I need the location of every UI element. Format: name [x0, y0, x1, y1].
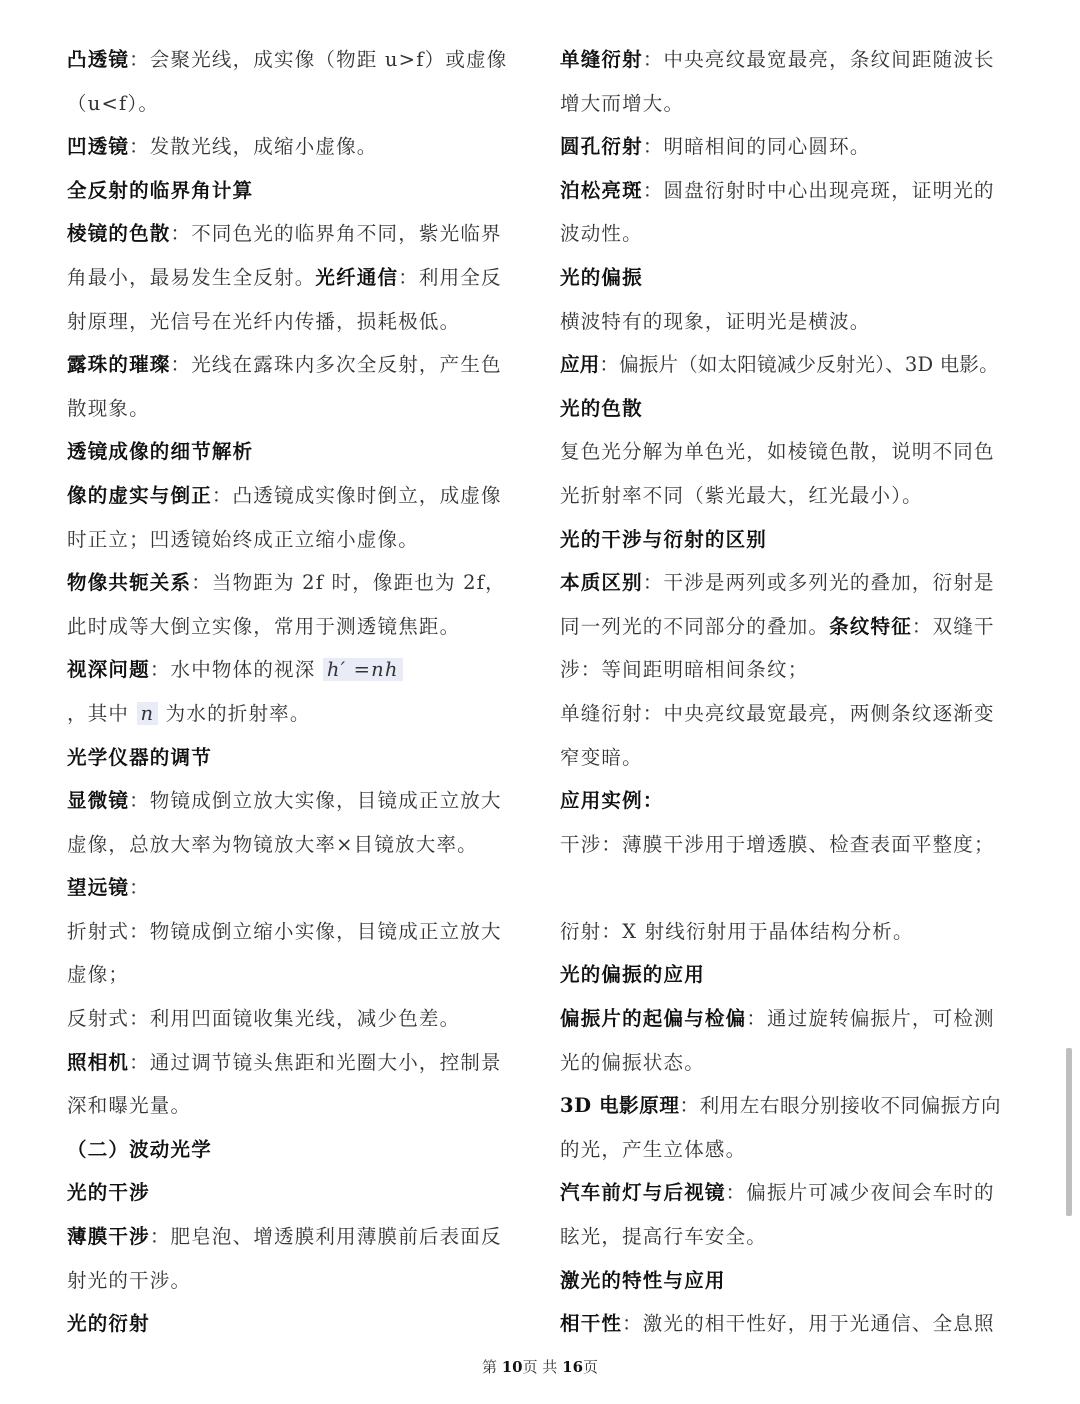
single-slit-line-2: 增大而增大。: [560, 91, 685, 115]
dew-line: 露珠的璀璨：光线在露珠内多次全反射，产生色: [67, 353, 502, 377]
dispersion-line-2: 光折射率不同（紫光最大，红光最小）。: [560, 483, 923, 507]
polarizer-line: 偏振片的起偏与检偏：通过旋转偏振片，可检测: [560, 1007, 995, 1031]
refractive-index-var: n: [137, 702, 159, 725]
fiber-line-2: 射原理，光信号在光纤内传播，损耗极低。: [67, 309, 461, 333]
current-page: 10: [501, 1358, 523, 1376]
car-line: 汽车前灯与后视镜：偏振片可减少夜间会车时的: [560, 1181, 995, 1205]
interference-example-line: 干涉：薄膜干涉用于增透膜、检查表面平整度；: [560, 832, 995, 856]
coherence-line: 相干性：激光的相干性好，用于光通信、全息照: [560, 1312, 995, 1336]
single-slit2-line-2: 窄变暗。: [560, 745, 643, 769]
laser-heading: 激光的特性与应用: [560, 1268, 726, 1292]
polarizer-line-2: 光的偏振状态。: [560, 1050, 705, 1074]
movie3d-line: 3D 电影原理：利用左右眼分别接收不同偏振方向: [560, 1094, 1002, 1118]
microscope-line-2: 虚像，总放大率为物镜放大率×目镜放大率。: [67, 832, 478, 856]
polarization-heading: 光的偏振: [560, 265, 643, 289]
thin-film-line: 薄膜干涉：肥皂泡、增透膜利用薄膜前后表面反: [67, 1225, 502, 1249]
left-column: [67, 38, 527, 1346]
apparent-depth-line-2: ，其中 n 为水的折射率。: [67, 701, 311, 725]
dew-line-2: 散现象。: [67, 396, 150, 420]
essence-fringe-line: 同一列光的不同部分的叠加。条纹特征：双缝干: [560, 614, 995, 638]
interference-vs-heading: 光的干涉与衍射的区别: [560, 527, 768, 551]
conjugate-line: 物像共轭关系：当物距为 2f 时，像距也为 2f，: [67, 571, 506, 595]
concave-lens-line: 凹透镜：发散光线，成缩小虚像。: [67, 135, 378, 159]
microscope-line: 显微镜：物镜成倒立放大实像，目镜成正立放大: [67, 789, 502, 813]
convex-lens-line-2: （u<f）。: [67, 91, 160, 115]
image-nature-line-2: 时正立；凹透镜始终成正立缩小虚像。: [67, 527, 419, 551]
examples-line: 应用实例：: [560, 789, 664, 813]
scrollbar-thumb[interactable]: [1066, 1048, 1072, 1216]
camera-line-2: 深和曝光量。: [67, 1094, 192, 1118]
polarization-app-heading: 光的偏振的应用: [560, 963, 705, 987]
conjugate-line-2: 此时成等大倒立实像，常用于测透镜焦距。: [67, 614, 461, 638]
diffraction-example-line: 衍射：X 射线衍射用于晶体结构分析。: [560, 919, 914, 943]
wave-optics-heading: （二）波动光学: [67, 1137, 212, 1161]
lens-imaging-heading: 透镜成像的细节解析: [67, 440, 254, 464]
movie3d-line-2: 的光，产生立体感。: [560, 1137, 747, 1161]
car-line-2: 眩光，提高行车安全。: [560, 1225, 768, 1249]
thin-film-line-2: 射光的干涉。: [67, 1268, 192, 1292]
camera-line: 照相机：通过调节镜头焦距和光圈大小，控制景: [67, 1050, 502, 1074]
total-reflection-heading: 全反射的临界角计算: [67, 178, 254, 202]
application-line: 应用：偏振片（如太阳镜减少反射光）、3D 电影。: [560, 353, 999, 377]
dispersion-heading: 光的色散: [560, 396, 643, 420]
diffraction-heading: 光的衍射: [67, 1312, 150, 1336]
fringe-line-2: 涉：等间距明暗相间条纹；: [560, 658, 809, 682]
prism-line: 棱镜的色散：不同色光的临界角不同，紫光临界: [67, 222, 502, 246]
apparent-depth-line: 视深问题：水中物体的视深 h′ =nh: [67, 648, 527, 692]
total-pages: 16: [562, 1358, 584, 1376]
dispersion-line: 复色光分解为单色光，如棱镜色散，说明不同色: [560, 440, 995, 464]
poisson-line-2: 波动性。: [560, 222, 643, 246]
telescope-line: 望远镜：: [67, 876, 150, 900]
single-slit-line: 单缝衍射：中央亮纹最宽最亮，条纹间距随波长: [560, 48, 995, 71]
refracting-line: 折射式：物镜成倒立缩小实像，目镜成正立放大: [67, 919, 502, 943]
instruments-heading: 光学仪器的调节: [67, 745, 212, 769]
blank-gap: [560, 866, 1020, 910]
image-nature-line: 像的虚实与倒正：凸透镜成实像时倒立，成虚像: [67, 483, 502, 507]
single-slit2-line: 单缝衍射：中央亮纹最宽最亮，两侧条纹逐渐变: [560, 701, 995, 725]
refracting-line-2: 虚像；: [67, 963, 130, 987]
convex-lens-line: 凸透镜：会聚光线，成实像（物距 u>f）或虚像: [67, 48, 508, 71]
apparent-depth-formula: h′ =nh: [323, 658, 403, 681]
poisson-line: 泊松亮斑：圆盘衍射时中心出现亮斑，证明光的: [560, 178, 995, 202]
right-column: [560, 38, 1020, 1346]
essence-line: 本质区别：干涉是两列或多列光的叠加，衍射是: [560, 571, 995, 595]
reflecting-line: 反射式：利用凹面镜收集光线，减少色差。: [67, 1007, 461, 1031]
prism-fiber-line: 角最小，最易发生全反射。光纤通信：利用全反: [67, 265, 502, 289]
interference-heading: 光的干涉: [67, 1181, 150, 1205]
page-footer: 第 10页 共 16页: [481, 1358, 599, 1376]
polarization-line: 横波特有的现象，证明光是横波。: [560, 309, 871, 333]
circular-line: 圆孔衍射：明暗相间的同心圆环。: [560, 135, 871, 159]
